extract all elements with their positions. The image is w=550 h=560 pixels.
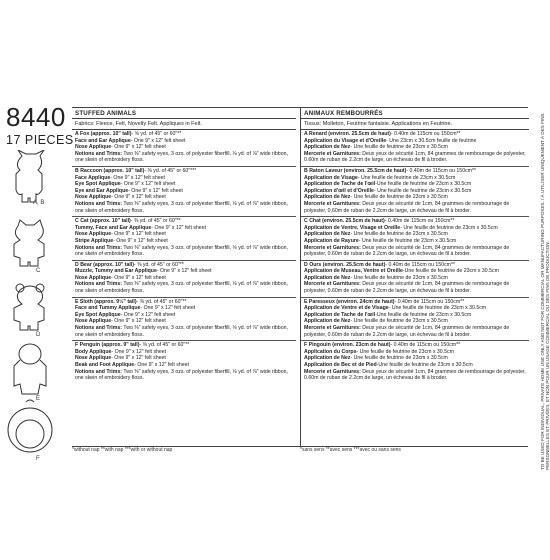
- notion-line-heading: E Sloth (approx. 9½" tall): [75, 298, 137, 305]
- notion-line-heading: Tummy, Face and Ear Applique: [75, 224, 152, 231]
- notion-line-heading: Mercerie et Garnitures:: [304, 244, 361, 251]
- notion-line: [304, 299, 526, 306]
- notion-item: [72, 217, 296, 261]
- notion-line-text: - One 9" x 12" felt sheet: [111, 274, 166, 281]
- notion-line: [75, 355, 293, 362]
- notion-line: [304, 305, 526, 312]
- notion-line-heading: Application du Corps: [304, 348, 357, 355]
- notion-line-heading: Application d'œil et d'Oreille: [304, 187, 374, 194]
- notion-line-text: - One 9" x 12" felt sheet: [113, 237, 168, 244]
- notion-item: [72, 341, 296, 384]
- notion-line-heading: Mercerie et Garnitures:: [304, 150, 361, 157]
- notion-line-text: - Une feuille de feutrine de 23cm x 30.5cm: [350, 144, 448, 151]
- notion-line: [304, 168, 526, 175]
- notion-line-heading: D Bear (approx. 10" tall): [75, 261, 134, 268]
- notion-line-heading: Mercerie et Garnitures:: [304, 281, 361, 288]
- notion-line: [304, 275, 526, 282]
- notion-line-heading: Application de Nez: [304, 355, 351, 362]
- english-title: STUFFED ANIMALS: [72, 108, 296, 119]
- view-label-f: F: [36, 456, 40, 462]
- notion-line-heading: Application de Tache de l'œil: [304, 181, 376, 188]
- notion-line: [304, 218, 526, 225]
- notion-line: [75, 362, 293, 369]
- french-column: [300, 108, 529, 446]
- notion-line: [75, 168, 293, 175]
- notion-line-text: Two ⅜" safety eyes, 3 ozs. of polyester fiberfill, ⅛ yd. of ⅞" wide ribbon, one skein of embroidery floss.: [75, 150, 288, 164]
- notion-line-heading: Face and Tummy Applique: [75, 305, 141, 312]
- notion-line: [304, 181, 526, 188]
- notion-line-text: Deux yeux de sécurité de 1cm, 84 grammes de rembourrage de polyester, 0.60m de ruban de 2.2cm de large, un échevau de fil à broder.: [304, 325, 510, 338]
- notion-line-text: - One 9" x 12" felt sheet: [111, 194, 166, 201]
- notion-line: [75, 225, 293, 232]
- notion-line: [304, 318, 526, 325]
- notion-line: [304, 201, 526, 214]
- notion-line: [75, 201, 293, 214]
- notion-line: [304, 194, 526, 201]
- notion-line-heading: Body Applique: [75, 348, 112, 355]
- notion-line-text: - 0.40m de 115cm ou 150cm**: [390, 131, 461, 137]
- notion-line-text: Deux yeux de sécurité 1cm, 84 grammes de rembourrage de polyester, 0.60m de ruban de 2.2cm de large, un échevau de fil à broder.: [304, 150, 526, 164]
- notion-line-heading: Mercerie et Garnitures:: [304, 325, 361, 332]
- notion-line-text: Two ⅜" safety eyes, 3 ozs. of polyester fiberfill, ⅛ yd. of ⅞" wide ribbon, one skein of embroidery floss.: [75, 244, 288, 258]
- notion-item: [72, 298, 296, 342]
- notion-line-heading: F Penguin (approx. 9" tall): [75, 342, 140, 349]
- notion-line-heading: Application de Nez: [304, 144, 351, 151]
- usage-notice: TO BE USED FOR INDIVIDUAL, PRIVATE HOME USE ONLY AND NOT FOR COMMERCIAL OR MANUFACTURING PURPOSES. / À UTILISER UNIQUEMENT À DES FINS PERSONNELLES ET PRIVÉES, ET NON POUR UN USAGE COMMERCIAL OU DES FINS DE PRODUCTION.: [540, 113, 550, 470]
- view-label-d: D: [36, 332, 41, 338]
- notion-line-heading: Notions and Trims:: [75, 368, 122, 375]
- notion-line-text: -Une feuille de feutrine de 23cm x 30.5cm: [402, 268, 499, 275]
- notion-line: [304, 225, 526, 232]
- notion-line-text: - ⅜ yd. of 45" or 60"**: [130, 218, 181, 225]
- notion-line-text: - One 9" x 12" felt sheet: [156, 268, 212, 275]
- notion-line-text: - Une feuille de feutrine de 23cm x 30.5cm: [350, 231, 448, 238]
- notion-line: [75, 275, 293, 282]
- notion-line-heading: C Chat (environ. 25.5cm de haut): [304, 218, 385, 225]
- notion-line-heading: C Cat (approx. 10" tall): [75, 218, 131, 225]
- notion-item: [301, 341, 529, 384]
- notion-line-text: - One 9" x 12" felt sheet: [111, 348, 167, 355]
- notion-line-text: - One 9" x 12" felt sheet: [120, 181, 176, 188]
- notion-line-text: - ⅝ yd. of 45" or 60"**: [131, 131, 182, 137]
- notion-line-heading: Application de Nez: [304, 274, 351, 281]
- notion-line-heading: Application de Museau, Ventre et Oreille: [304, 268, 403, 275]
- notion-line-heading: Notions and Trims:: [75, 200, 122, 207]
- notion-line-text: - Une feuille de feutrine de 23cm x 30.5cm: [350, 355, 448, 362]
- notion-line: [304, 342, 526, 349]
- notion-line: [304, 262, 526, 269]
- notion-line-heading: Mercerie et Garnitures:: [304, 368, 361, 375]
- notion-line-heading: D Ours (environ. 25.5cm de haut): [304, 261, 386, 268]
- notion-line: [304, 238, 526, 245]
- notion-line: [75, 299, 293, 306]
- english-fabrics: Fabrics: Fleece, Felt, Novelty Felt. Appliques in Felt.: [72, 119, 296, 130]
- notion-line: [304, 175, 526, 182]
- notion-line-heading: Stripe Applique: [75, 237, 114, 244]
- notion-line-heading: Nose Applique: [75, 144, 112, 151]
- notion-item: [72, 130, 296, 167]
- view-c-outline: [14, 220, 44, 266]
- notion-line-text: - 0.40m de 115cm ou 150cm**: [384, 218, 455, 225]
- notion-line: [304, 131, 526, 138]
- view-label-ab: A, B: [33, 200, 45, 206]
- view-ab-outline: [16, 150, 44, 202]
- notion-line-heading: Application de Rayure: [304, 237, 359, 244]
- notion-line-text: Deux yeux de sécurité de 1cm, 84 grammes de rembourrage de polyester, 0,60m de ruban de 2.2cm de large, un échevau de fil à broder.: [304, 200, 510, 214]
- notion-line: [304, 138, 526, 145]
- notion-line-heading: Face Applique: [75, 174, 111, 181]
- notion-line-text: - One 9" x 12" felt sheet: [128, 187, 183, 194]
- notion-line-heading: A Fox (approx. 10" tall): [75, 131, 132, 137]
- notion-line-text: Two ⅜" safety eyes, 3 ozs. of polyester fiberfill, ⅛ yd. of ⅞" wide ribbon, one skein of embroidery floss.: [75, 200, 288, 214]
- notion-line-heading: Nose Applique: [75, 355, 112, 362]
- view-f-outline: [8, 400, 52, 452]
- notion-line: [304, 349, 526, 356]
- notion-line: [75, 325, 293, 338]
- notion-line-text: - 0.40m de 115cm ou 150cm**: [390, 342, 461, 349]
- view-label-e: E: [36, 396, 41, 402]
- notion-line-heading: Eye Spot Applique: [75, 311, 121, 318]
- notion-line-text: - Une feuille de feutrine de 23cm x 30.5cm: [350, 274, 448, 281]
- french-footnote: *sans sens **avec sens ***avec ou sans sens: [300, 447, 401, 453]
- notion-line: [75, 262, 293, 269]
- notion-line-text: - One 9" x 12" felt sheet: [111, 318, 166, 325]
- notion-line-heading: Nose Applique: [75, 318, 112, 325]
- notion-line: [304, 231, 526, 238]
- notion-line-heading: Application du Visage et d'Oreille: [304, 137, 387, 144]
- notion-line-text: -Une feuille de feutrine de 23cm x 30.5cm: [376, 362, 473, 368]
- notion-line-text: - One 9" x 12" felt sheet: [111, 144, 166, 151]
- notion-line-text: Two ⅜" safety eyes, 3 ozs. of polyester fiberfill, ⅛ yd. of ⅞" wide ribbon, one skein of embroidery floss.: [75, 325, 288, 338]
- notion-line-heading: E Paresseux (environ. 24cm de haut): [304, 298, 395, 305]
- english-footnote: *without nap **with nap ***with or without nap: [72, 447, 173, 453]
- notion-line-heading: B Raccoon (approx. 10" tall): [75, 167, 145, 174]
- notion-line-text: Two ⅜" safety eyes, 3 ozs. of polyester fiberfill, ⅛ yd. of ⅞" wide ribbon, one skein of embroidery floss.: [75, 368, 288, 382]
- notion-line: [304, 362, 526, 369]
- view-e-outline: [14, 344, 46, 394]
- notion-item: [301, 298, 529, 342]
- notion-line-heading: Application de Nez: [304, 231, 351, 238]
- notion-line-text: - 0.40m de 115cm ou 150cm**: [385, 261, 455, 268]
- notion-line-heading: Face and Ear Applique: [75, 137, 131, 144]
- notion-line: [75, 349, 293, 356]
- notion-line-text: - One 9" x 12" felt sheet: [111, 355, 166, 362]
- notion-line-heading: Application de Nez: [304, 194, 351, 201]
- notion-line-heading: Application de Nez: [304, 318, 351, 325]
- notion-line: [75, 188, 293, 195]
- notion-item: [72, 167, 296, 217]
- notion-line-text: - ⅜ yd. of 45" or 60"**: [136, 298, 187, 305]
- notion-line: [75, 318, 293, 325]
- notion-line: [75, 138, 293, 145]
- notion-line-text: Deux yeux de sécurité de 1cm, 84 grammes de rembourrage de polyester, 0.60m de ruban de 2.2cm de large, un échevau de fil à broder.: [304, 281, 510, 295]
- notion-line-text: - One 9" x 12" felt sheet: [151, 224, 207, 231]
- english-items: [72, 130, 296, 384]
- notion-line-heading: Eye Spot Applique: [75, 181, 121, 188]
- notion-line-heading: B Raton Laveur (environ. 25.5cm de haut): [304, 167, 407, 174]
- notion-line-heading: Muzzle, Tummy and Ear Applique: [75, 268, 157, 275]
- notion-line: [304, 281, 526, 294]
- yardage-chart: [72, 107, 528, 447]
- notion-line-text: -Une feuille de feutrine de 23cm x 30.5cm: [375, 311, 472, 318]
- notion-line-text: - Une feuille de feutrine de 23cm x 30.5cm: [373, 187, 472, 194]
- notion-line: [304, 369, 526, 382]
- notion-line-text: - Une feuille de feutrine de 23cm x 30.5cm: [350, 194, 448, 201]
- notion-line-text: - Une 23cm x 30.5cm feuille de feutrine: [386, 137, 477, 144]
- notion-line-text: - Une feuille de feutrine de 23cm x 30.5cm: [357, 174, 456, 181]
- notion-line: [75, 194, 293, 201]
- notion-line-heading: Eye and Ear Applique: [75, 187, 129, 194]
- notion-line: [75, 231, 293, 238]
- piece-count: 17 PIECES: [6, 133, 74, 147]
- notion-item: [301, 130, 529, 167]
- notion-line: [304, 144, 526, 151]
- notion-line: [304, 355, 526, 362]
- notion-line-text: -Une feuille de feutrine de 23cm x 30.5cm: [375, 181, 472, 188]
- notion-line: [304, 151, 526, 164]
- notion-line-heading: Notions and Trims:: [75, 244, 122, 251]
- notion-line-text: - Une feuille de feutrine de 23cm x 30.5cm: [400, 224, 498, 231]
- notion-line-text: - One 9" x 12" felt sheet: [111, 231, 166, 238]
- notion-line-text: - Une feuille de feutrine de 23cm x 30.5cm: [388, 305, 487, 312]
- notion-line: [75, 281, 293, 294]
- notion-line: [304, 188, 526, 195]
- notion-line-text: - One 9" x 12" felt sheet: [130, 137, 186, 144]
- notion-line: [75, 312, 293, 319]
- notion-line-text: Two ⅜" safety eyes, 3 ozs. of polyester fiberfill, ⅛ yd. of ⅞" wide ribbon, one skein of embroidery floss.: [75, 281, 288, 295]
- notion-line: [75, 369, 293, 382]
- notion-line-text: - One 9" x 12" felt sheet: [140, 305, 196, 312]
- notion-line-heading: Nose Applique: [75, 274, 112, 281]
- notion-line: [304, 325, 526, 338]
- notion-line-heading: Application de Ventre, Visage et Oreille: [304, 224, 401, 231]
- notion-line: [304, 268, 526, 275]
- notion-line-text: - One 9" x 12" felt sheet: [110, 174, 165, 181]
- notion-line-heading: A Renard (environ. 25.5cm de haut): [304, 131, 391, 137]
- notion-line: [75, 144, 293, 151]
- notion-line-text: - Une feuille de feutrine de 23cm x 30.5cm: [356, 348, 454, 355]
- notion-item: [301, 261, 529, 298]
- notion-line-heading: Nose Applique: [75, 194, 112, 201]
- notion-line: [75, 181, 293, 188]
- notion-line: [75, 218, 293, 225]
- notion-line-text: Deux yeux de sécurité de 1cm, 84 grammes de rembourrage de polyester, 0.60m de ruban de 2.2cm de large, un échevau de fil à broder.: [304, 244, 510, 258]
- notion-line: [75, 305, 293, 312]
- notion-line: [75, 342, 293, 349]
- notion-line-text: - ⅜ yd. of 45" or 60"***: [144, 167, 197, 174]
- french-items: [301, 130, 529, 384]
- french-title: ANIMAUX REMBOURRÉS: [301, 108, 529, 119]
- notion-line-text: Deux yeux de sécurité 1cm, 84 grammes de rembourrage de polyester, 0.60m de ruban de 2.2cm de large, un échevau de fil à broder.: [304, 368, 526, 382]
- notion-line: [75, 131, 293, 138]
- notion-item: [72, 261, 296, 298]
- notion-line-text: - 0.40m de 115cm ou 150cm**: [406, 167, 477, 174]
- notion-line-heading: Beak and Foot Applique: [75, 362, 135, 368]
- french-fabrics: Tissus: Molleton, Feutrine fantaisie. Applications en Feutrine.: [301, 119, 529, 130]
- notion-line-text: - ⅜ yd. of 45" or 60"**: [133, 261, 184, 268]
- notion-line-text: - One 9" x 12" felt sheet: [120, 311, 176, 318]
- notion-line-text: - Une feuille de feutrine de 23cm x 30.5cm: [358, 237, 457, 244]
- notion-line: [304, 245, 526, 258]
- notion-line: [304, 312, 526, 319]
- notion-line-text: - 0.40m de 115cm ou 150cm**: [394, 298, 465, 305]
- notion-line-heading: Notions and Trims:: [75, 281, 122, 288]
- notion-item: [301, 217, 529, 261]
- notion-line-heading: Application de Ventre et de Visage: [304, 305, 389, 312]
- notion-line-heading: Application de Bec et de Pied: [304, 362, 377, 368]
- notion-line-heading: Application de Visage: [304, 174, 358, 181]
- notion-line-heading: Application de Tache de l'œil: [304, 311, 376, 318]
- notion-line: [75, 245, 293, 258]
- notion-line-heading: Mercerie et Garnitures:: [304, 200, 361, 207]
- notion-line-text: - Une feuille de feutrine de 23cm x 30.5cm: [350, 318, 448, 325]
- notion-line-heading: Notions and Trims:: [75, 325, 122, 332]
- pattern-number: 8440: [6, 102, 66, 132]
- notion-line: [75, 268, 293, 275]
- notion-line-heading: Nose Applique: [75, 231, 112, 238]
- notion-line-heading: Notions and Trims:: [75, 150, 122, 157]
- notion-line: [75, 151, 293, 164]
- notion-line: [75, 175, 293, 182]
- notion-line-text: - ⅜ yd. of 45" or 60"**: [139, 342, 190, 349]
- notion-line-heading: F Pingouin (environ. 23cm de haut): [304, 342, 391, 349]
- notion-line: [75, 238, 293, 245]
- animal-outlines: [0, 150, 62, 480]
- notion-line-text: - One 9" x 12" felt sheet: [134, 362, 189, 368]
- view-d-outline: [14, 284, 44, 330]
- notion-item: [301, 167, 529, 217]
- view-thumbnails: [0, 150, 62, 480]
- view-label-c: C: [36, 268, 41, 274]
- english-column: [72, 108, 296, 446]
